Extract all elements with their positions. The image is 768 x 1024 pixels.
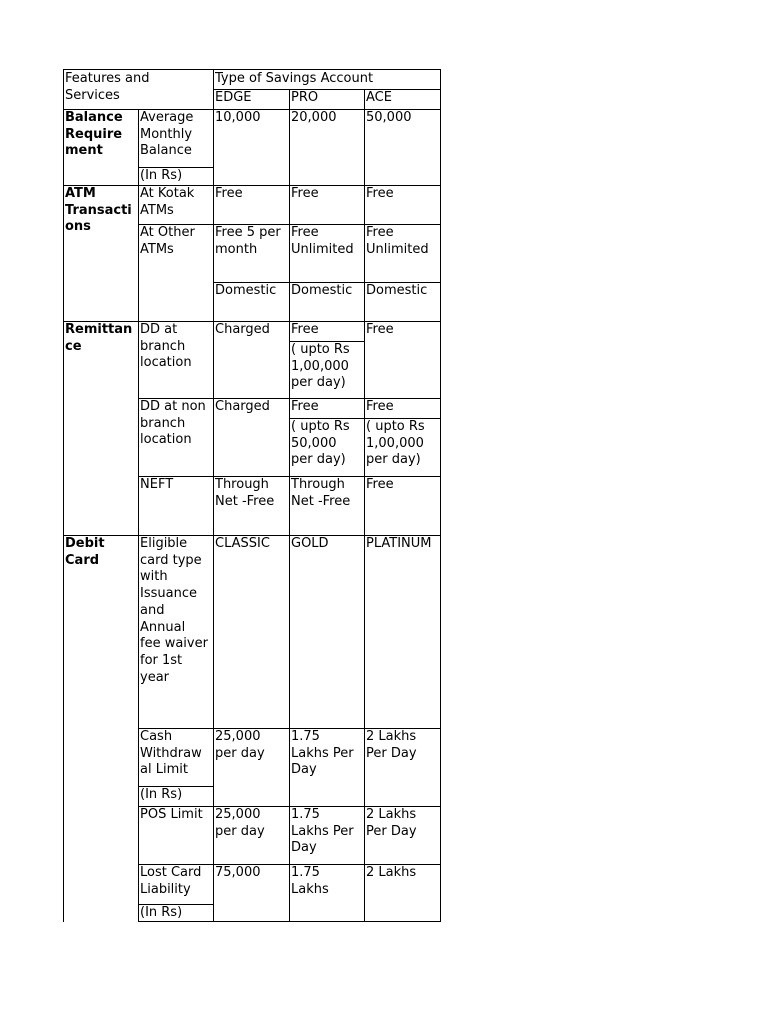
pos-limit-edge: 25,000 per day [215, 807, 265, 839]
dd-nonbranch-ace-note: ( upto Rs 1,00,000 per day) [366, 419, 425, 468]
atm-domestic-edge: Domestic [215, 283, 277, 298]
lost-card-pro: 1.75 Lakhs [291, 865, 329, 897]
dd-nonbranch-ace: Free [366, 399, 394, 414]
header-features-and-services: Features and Services [65, 71, 150, 103]
eligible-card-label: Eligible card type with Issuance and Annual fee waiver for 1st year [140, 536, 208, 685]
dd-branch-pro: Free [291, 322, 319, 337]
grid-line [213, 282, 440, 283]
cash-withdrawal-pro: 1.75 Lakhs Per Day [291, 729, 354, 778]
cash-withdrawal-ace: 2 Lakhs Per Day [366, 729, 417, 761]
atm-other-ace: Free Unlimited [366, 225, 429, 257]
header-edge: EDGE [215, 90, 252, 105]
eligible-card-ace: PLATINUM [366, 536, 432, 551]
average-monthly-balance-label: Average Monthly Balance [140, 110, 194, 159]
atm-domestic-ace: Domestic [366, 283, 428, 298]
grid-line [63, 185, 440, 186]
cash-withdrawal-edge: 25,000 per day [215, 729, 265, 761]
dd-nonbranch-pro-note: ( upto Rs 50,000 per day) [291, 419, 350, 468]
header-pro: PRO [291, 90, 319, 105]
section-balance-requirement: Balance Require ment [65, 110, 123, 159]
grid-line [138, 786, 213, 787]
grid-line [63, 69, 440, 70]
atm-other-edge: Free 5 per month [215, 225, 281, 257]
lost-card-edge: 75,000 [215, 865, 261, 880]
average-monthly-balance-unit: (In Rs) [140, 168, 183, 183]
grid-line [440, 69, 441, 922]
section-remittance: Remittan ce [65, 322, 133, 354]
dd-branch-ace: Free [366, 322, 394, 337]
grid-line [289, 89, 290, 922]
balance-ace: 50,000 [366, 110, 412, 125]
neft-edge: Through Net -Free [215, 477, 275, 509]
grid-line [138, 109, 139, 922]
dd-nonbranch-edge: Charged [215, 399, 270, 414]
section-debit-card: Debit Card [65, 536, 105, 568]
balance-edge: 10,000 [215, 110, 261, 125]
header-ace: ACE [366, 90, 392, 105]
grid-line [289, 341, 364, 342]
pos-limit-label: POS Limit [140, 807, 203, 822]
eligible-card-edge: CLASSIC [215, 536, 270, 551]
dd-nonbranch-pro: Free [291, 399, 319, 414]
grid-line [63, 535, 440, 536]
lost-card-ace: 2 Lakhs [366, 865, 417, 880]
eligible-card-pro: GOLD [291, 536, 329, 551]
grid-line [213, 69, 214, 922]
dd-branch-label: DD at branch location [140, 322, 192, 371]
cash-withdrawal-unit: (In Rs) [140, 787, 183, 802]
pos-limit-ace: 2 Lakhs Per Day [366, 807, 417, 839]
neft-label: NEFT [140, 477, 174, 492]
dd-branch-edge: Charged [215, 322, 270, 337]
section-atm-transactions: ATM Transacti ons [65, 186, 132, 235]
grid-line [63, 109, 440, 110]
cash-withdrawal-label: Cash Withdraw al Limit [140, 729, 202, 778]
lost-card-label: Lost Card Liability [140, 865, 202, 897]
neft-pro: Through Net -Free [291, 477, 351, 509]
grid-line [138, 904, 213, 905]
atm-kotak-pro: Free [291, 186, 319, 201]
balance-pro: 20,000 [291, 110, 337, 125]
grid-line [138, 167, 213, 168]
dd-nonbranch-label: DD at non branch location [140, 399, 206, 448]
pos-limit-pro: 1.75 Lakhs Per Day [291, 807, 354, 856]
atm-other-pro: Free Unlimited [291, 225, 354, 257]
grid-line [63, 321, 440, 322]
grid-line [364, 89, 365, 922]
atm-kotak-ace: Free [366, 186, 394, 201]
header-type-of-savings-account: Type of Savings Account [215, 71, 374, 86]
dd-branch-pro-note: ( upto Rs 1,00,000 per day) [291, 342, 350, 391]
atm-other-label: At Other ATMs [140, 225, 195, 257]
atm-kotak-label: At Kotak ATMs [140, 186, 195, 218]
grid-line [63, 69, 64, 922]
neft-ace: Free [366, 477, 394, 492]
grid-line [213, 89, 440, 90]
atm-domestic-pro: Domestic [291, 283, 353, 298]
lost-card-unit: (In Rs) [140, 905, 183, 920]
atm-kotak-edge: Free [215, 186, 243, 201]
